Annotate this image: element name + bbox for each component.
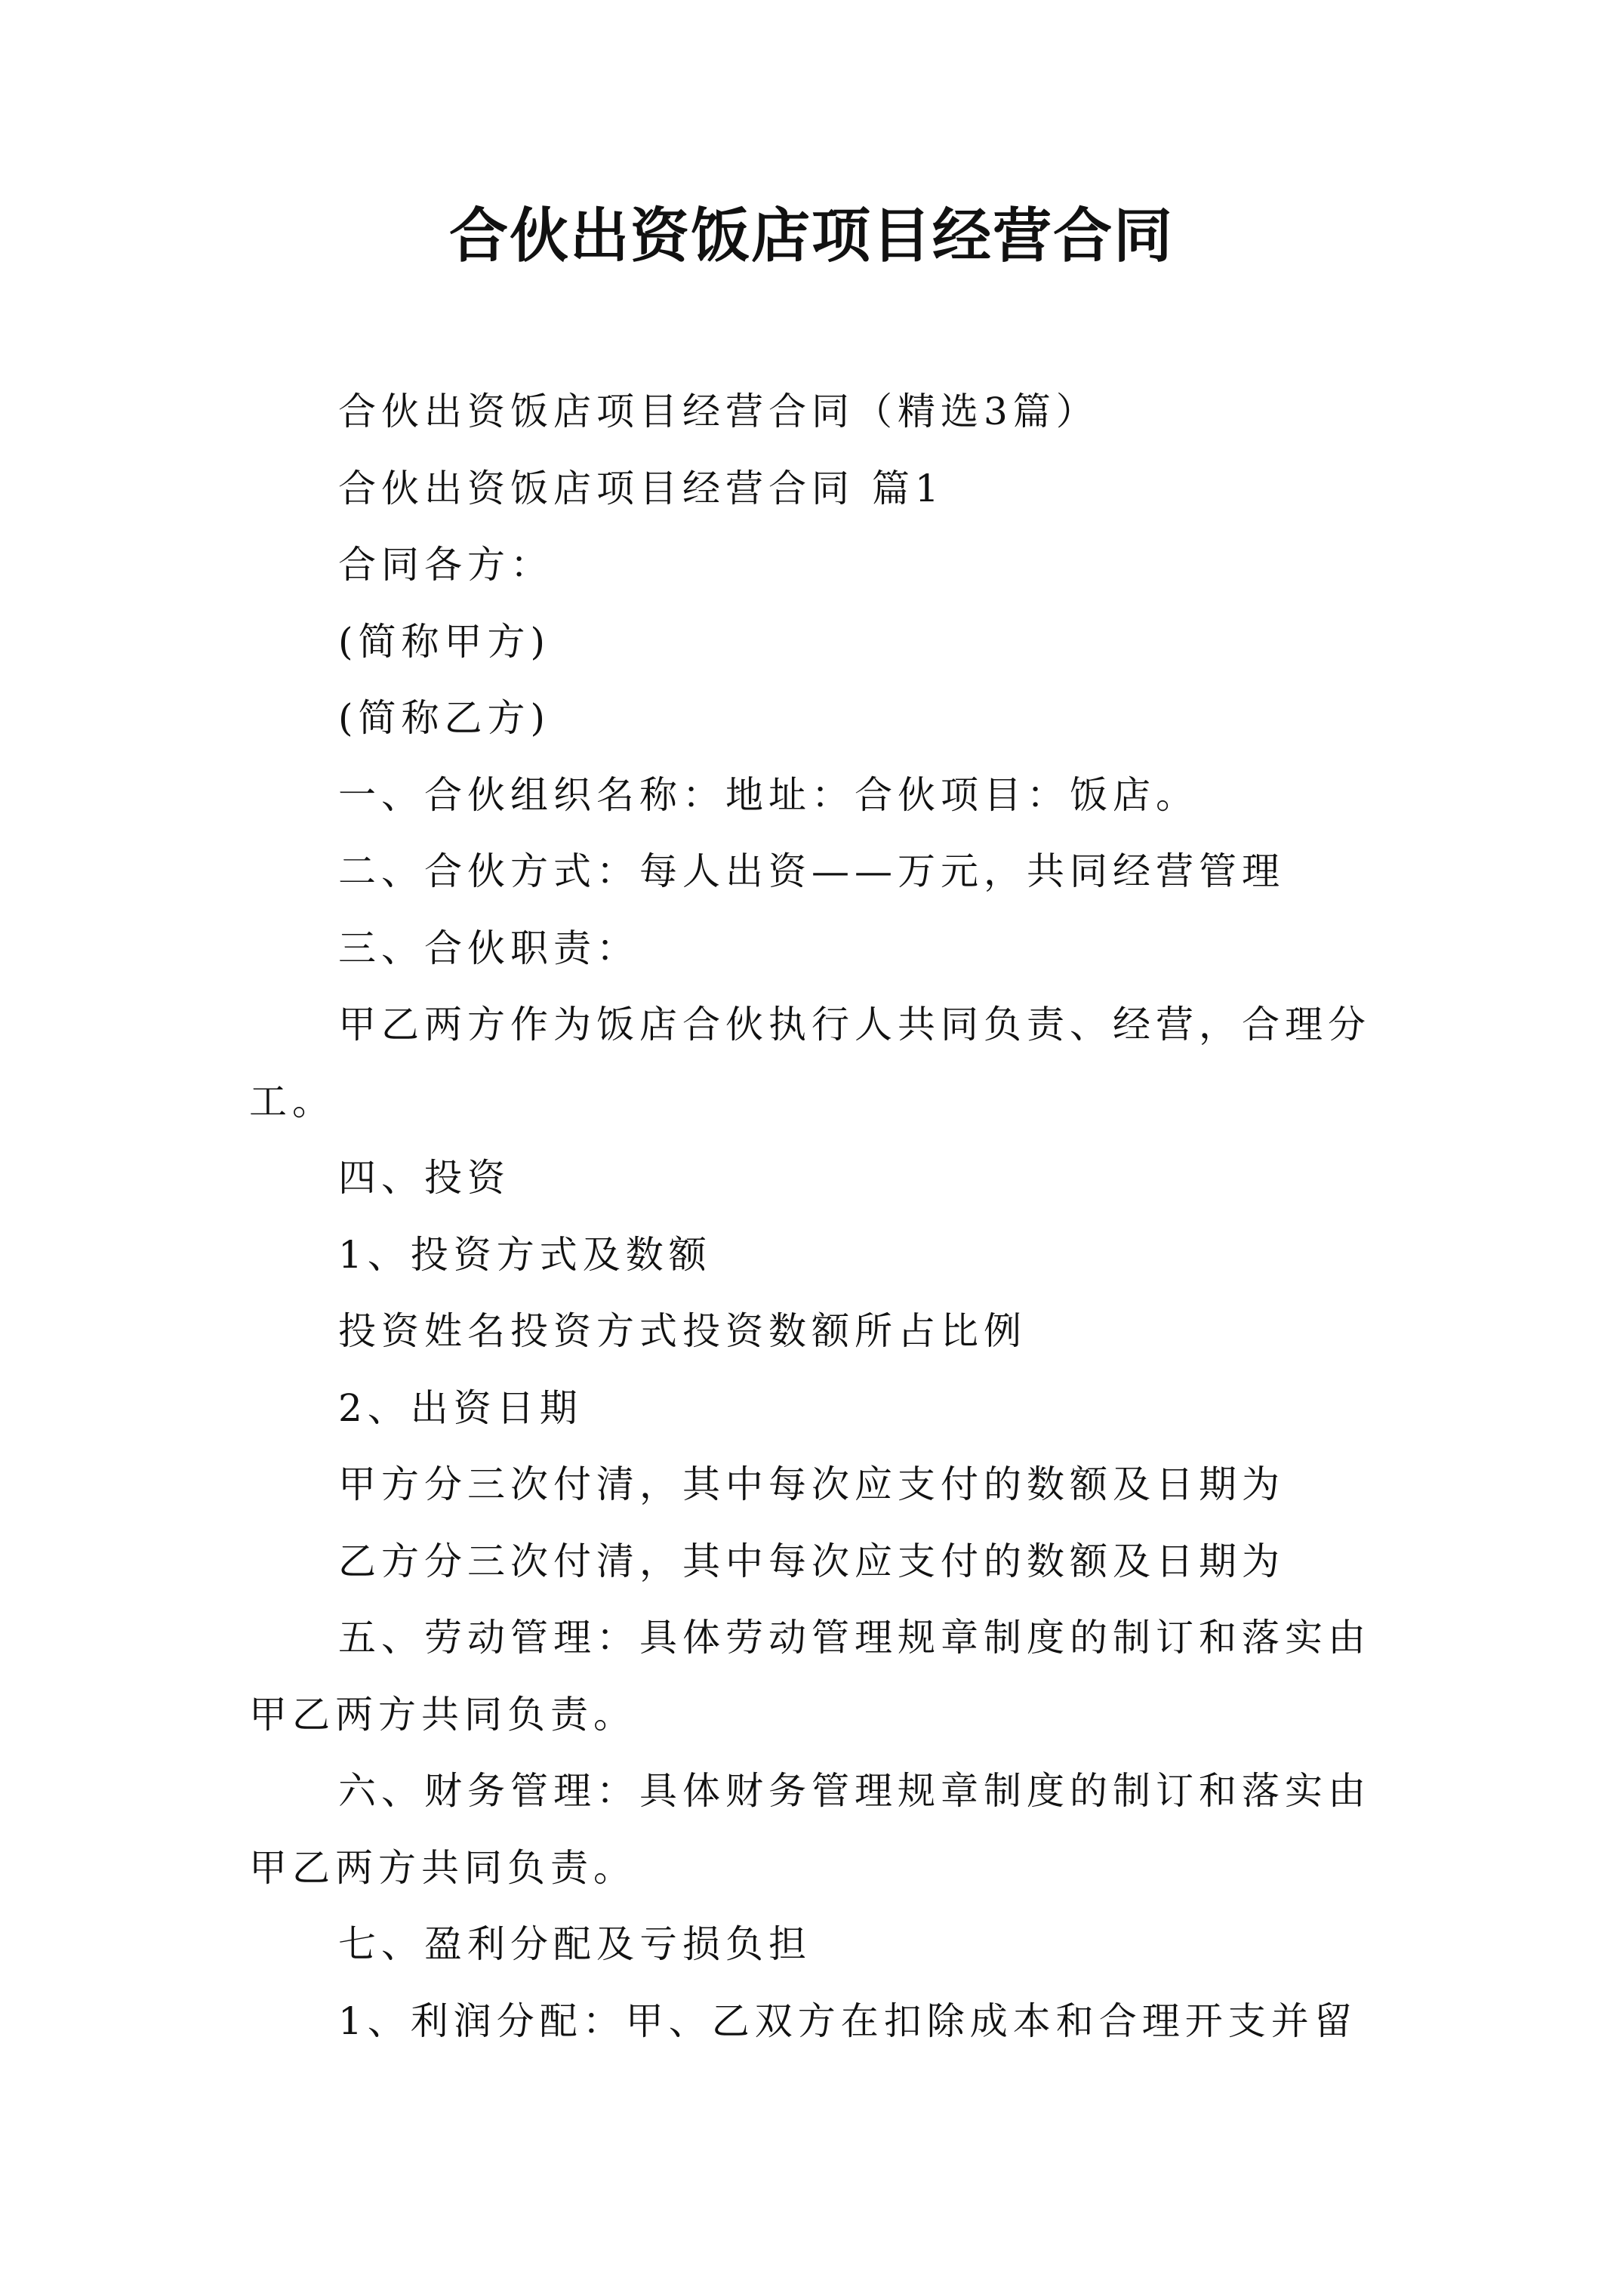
body-line: 甲方分三次付清，其中每次应支付的数额及日期为: [338, 1462, 1285, 1506]
body-line: 合伙出资饭店项目经营合同 篇1: [338, 466, 944, 510]
body-line: (简称乙方): [338, 696, 551, 740]
document-title: 合伙出资饭店项目经营合同: [448, 202, 1174, 270]
body-line: 六、财务管理：具体财务管理规章制度的制订和落实由: [338, 1769, 1371, 1813]
body-line: 甲乙两方共同负责。: [249, 1692, 636, 1737]
body-line: 合伙出资饭店项目经营合同（精选3篇）: [338, 390, 1099, 433]
body-line: 七、盈利分配及亏损负担: [338, 1922, 812, 1966]
body-line: 甲乙两方共同负责。: [249, 1845, 636, 1890]
body-line: 甲乙两方作为饭店合伙执行人共同负责、经营，合理分: [338, 1003, 1371, 1046]
body-line: 工。: [249, 1079, 335, 1123]
body-line: 合同各方：: [338, 543, 553, 587]
body-line: 1、投资方式及数额: [338, 1232, 712, 1277]
body-line: (简称甲方): [338, 619, 551, 664]
body-line: 1、利润分配：甲、乙双方在扣除成本和合理开支并留: [338, 1999, 1357, 2043]
body-line: 乙方分三次付清，其中每次应支付的数额及日期为: [338, 1539, 1285, 1583]
body-line: 一、合伙组织名称：地址：合伙项目：饭店。: [338, 772, 1199, 817]
body-line: 投资姓名投资方式投资数额所占比例: [338, 1309, 1027, 1353]
body-line: 四、投资: [338, 1156, 510, 1200]
document-body: [249, 374, 1381, 2060]
body-line: 2、出资日期: [338, 1385, 583, 1430]
body-line: 二、合伙方式：每人出资——万元，共同经营管理: [338, 849, 1285, 893]
body-line: 三、合伙职责：: [338, 926, 639, 970]
body-line: 五、劳动管理：具体劳动管理规章制度的制订和落实由: [338, 1616, 1371, 1660]
